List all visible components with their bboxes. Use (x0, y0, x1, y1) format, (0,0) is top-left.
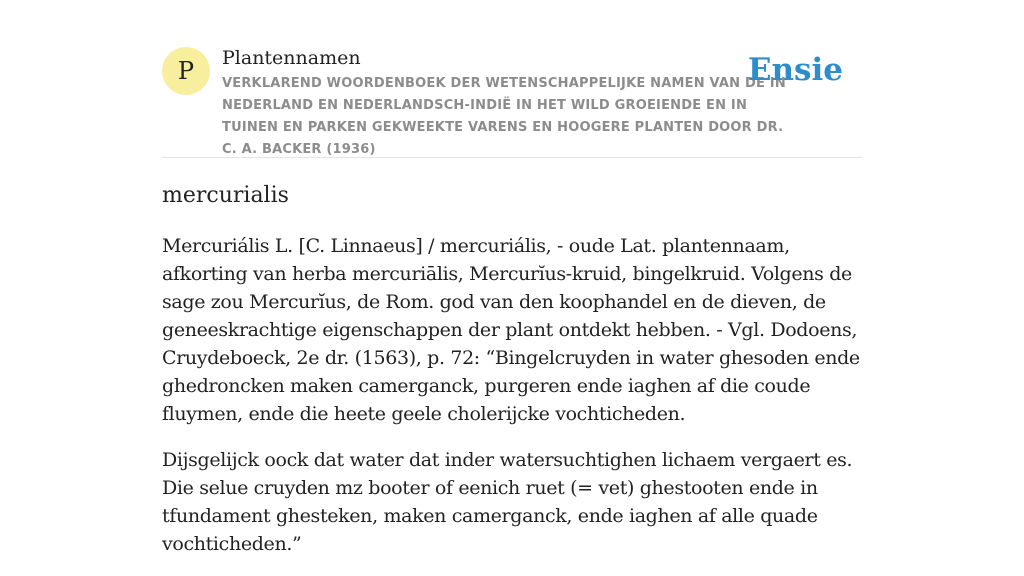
dictionary-title-link[interactable]: Plantennamen (222, 47, 361, 69)
dictionary-subtitle: VERKLAREND WOORDENBOEK DER WETENSCHAPPELIJKE NAMEN VAN DE IN NEDERLAND EN NEDERLANDSCH-INDIË IN HET WILD GROEIENDE EN IN TUINEN EN PARKEN GEKWEEKTE VARENS EN HOOGERE PLANTEN DOOR DR. C. A. BACKER (1936) (222, 76, 786, 157)
entry-paragraph-1: Mercuriális L. [C. Linnaeus] / mercuriális, - oude Lat. plantennaam, afkorting van herba mercuriālis, Mercurĭus-kruid, bingelkruid. Volgens de sage zou Mercurĭus, de Rom. god van den koophandel en de dieven, de geneeskrachtige eigenschappen der plant ontdekt hebben. - Vgl. Dodoens, Cruydeboeck, 2e dr. (1563), p. 72: “Bingelcruyden in water ghesoden ende ghedroncken maken camerganck, purgeren ende iaghen af die coude fluymen, ende die heete geele cholerijcke vochticheden. (162, 235, 860, 425)
dictionary-avatar[interactable]: P (162, 47, 210, 95)
entry-title: mercurialis (162, 183, 289, 208)
ensie-logo[interactable]: Ensie (747, 52, 843, 88)
dictionary-header (162, 46, 862, 158)
dictionary-title-block (222, 46, 792, 161)
entry-paragraph-2: Dijsgelijck oock dat water dat inder watersuchtighen lichaem vergaert es. Die selue cruyden mz booter of eenich ruet (= vet) ghestooten ende in tfundament ghesteken, maken camerganck, ende iaghen af alle quade vochticheden.” (162, 449, 853, 555)
entry-content (162, 180, 862, 576)
